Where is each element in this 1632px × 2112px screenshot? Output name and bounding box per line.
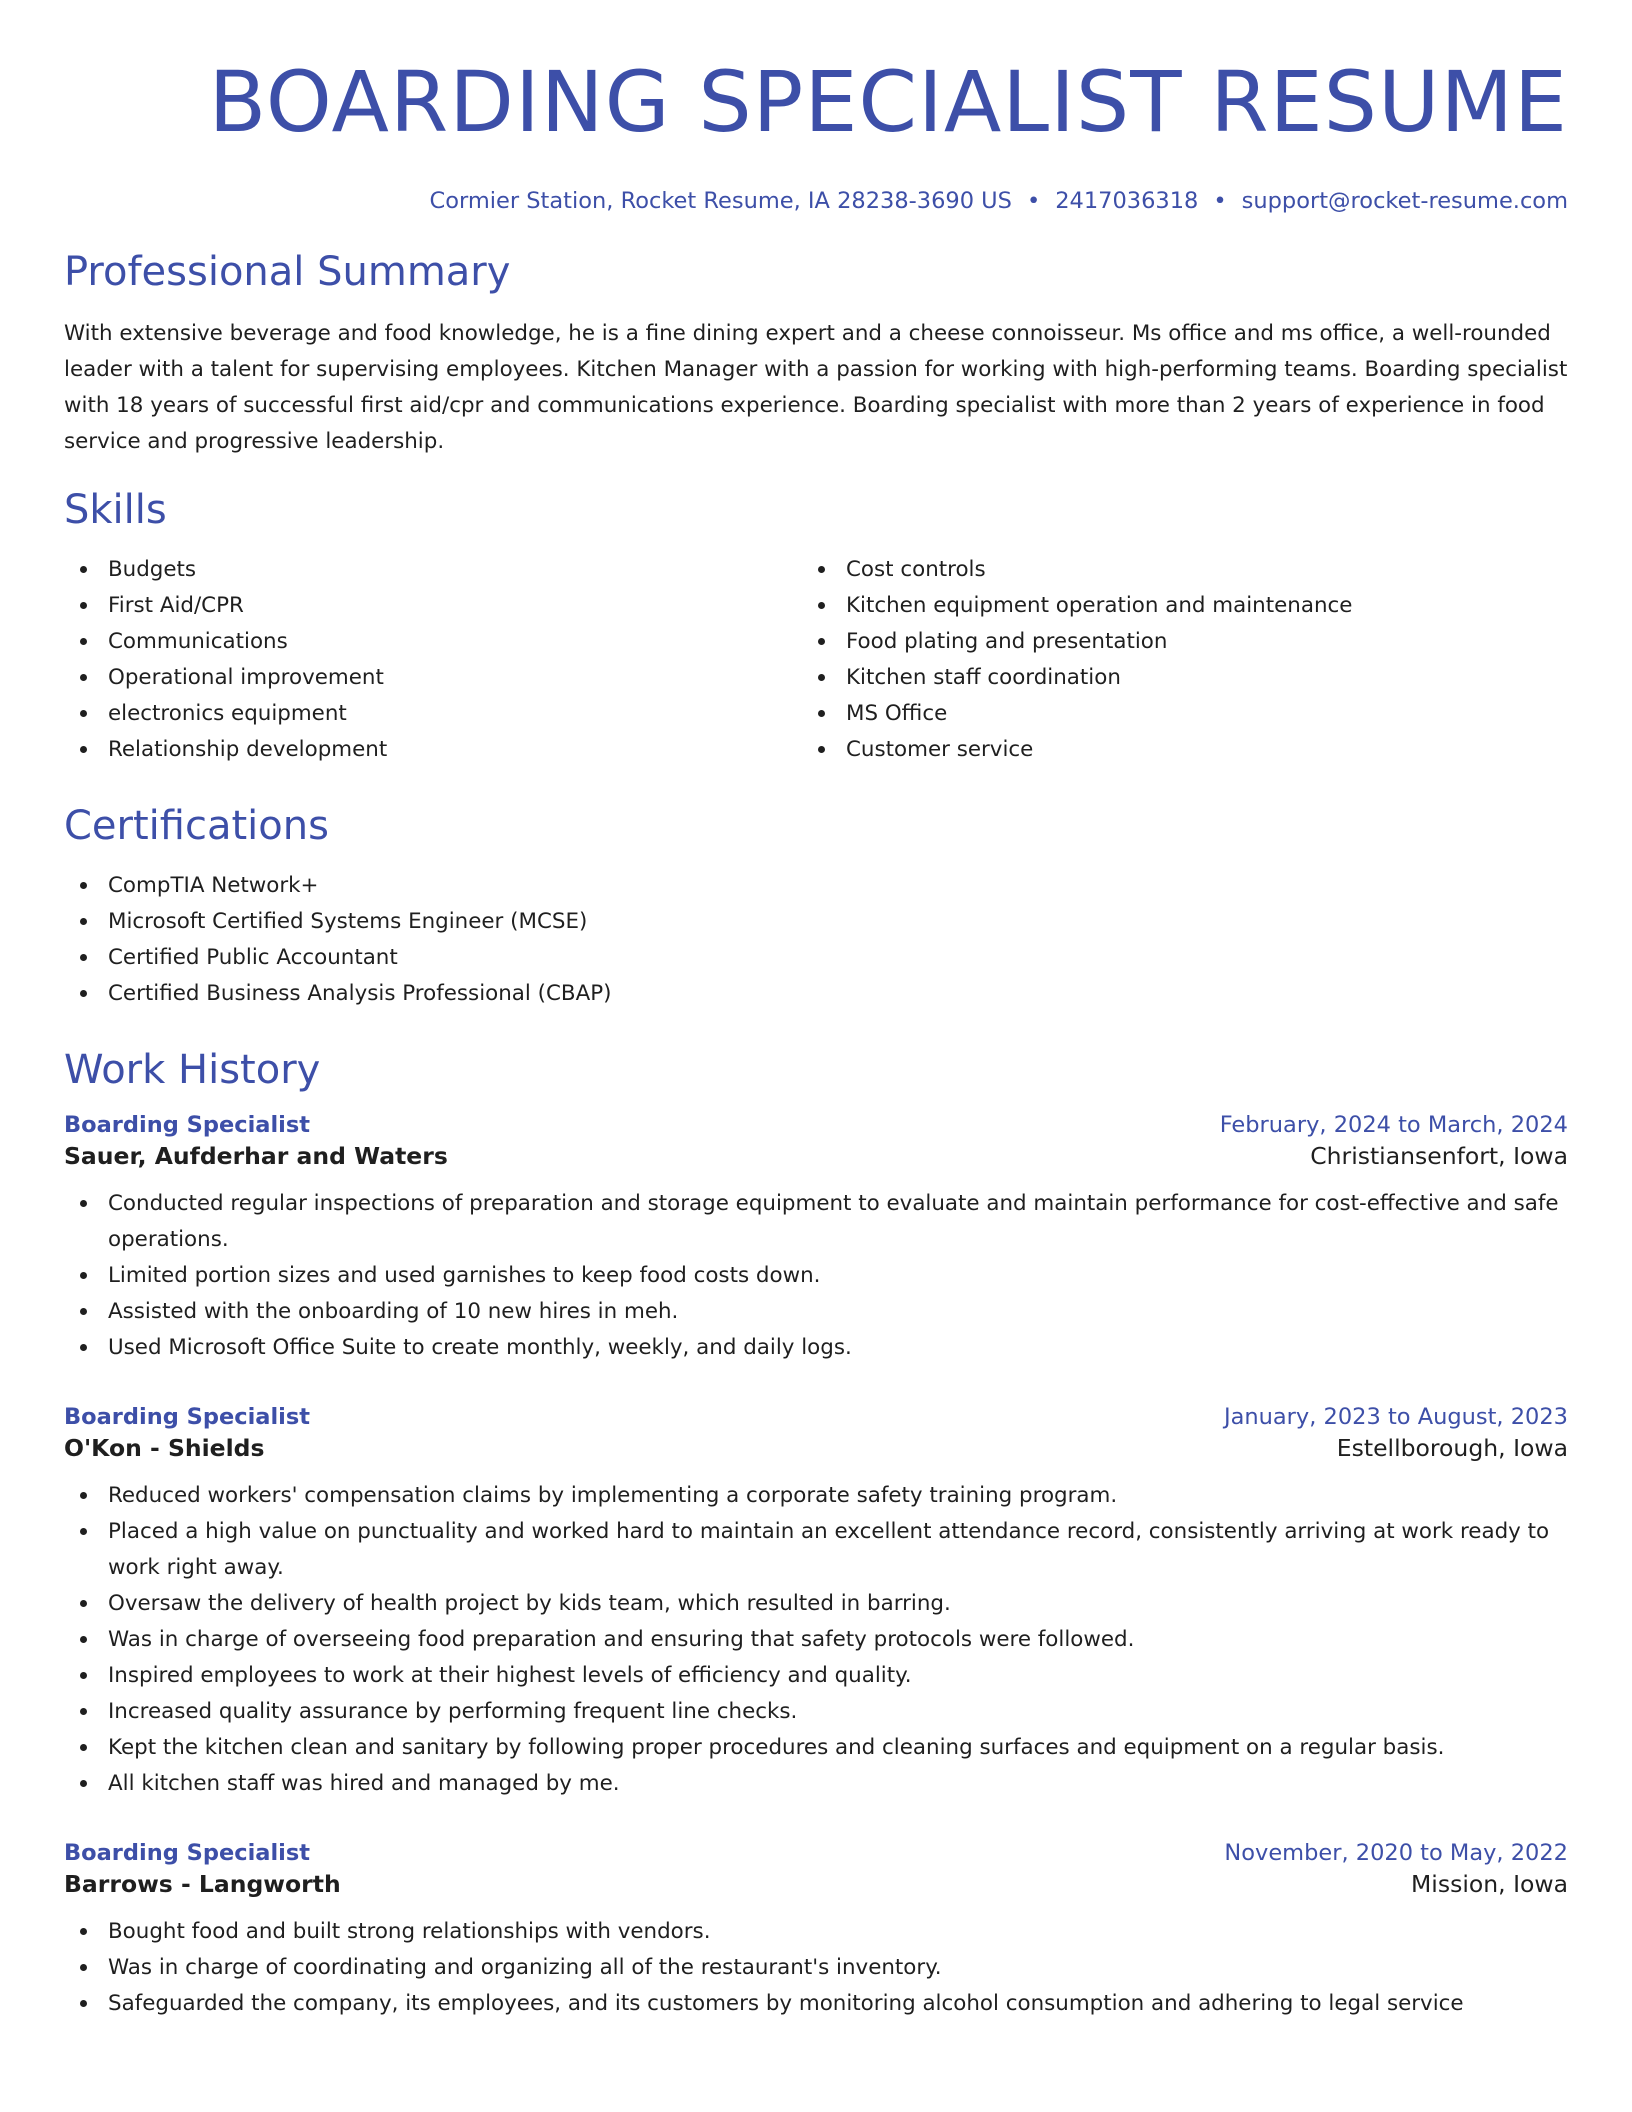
job-header-row bbox=[64, 1112, 1568, 1138]
job-bullet: Oversaw the delivery of health project by kids team, which resulted in barring. bbox=[64, 1586, 1568, 1622]
skill-item: Cost controls bbox=[802, 552, 1540, 588]
job-title: Boarding Specialist bbox=[64, 1112, 311, 1138]
job-bullet: Safeguarded the company, its employees, and its customers by monitoring alcohol consumption and adhering to legal service bbox=[64, 1986, 1568, 2022]
certifications-list bbox=[64, 868, 1568, 1012]
summary-text: With extensive beverage and food knowledge, he is a fine dining expert and a cheese connoisseur. Ms office and ms office, a well-rounded leader with a talent for supervising employees. Kitchen Manager with a passion for working with high-performing teams. Boarding specialist with 18 years of successful first aid/cpr and communications experience. Boarding specialist with more than 2 years of experience in food service and progressive leadership. bbox=[64, 321, 1568, 454]
work-history-section bbox=[64, 1046, 1568, 2022]
job-title: Boarding Specialist bbox=[64, 1404, 311, 1430]
skill-item: First Aid/CPR bbox=[64, 588, 802, 624]
job-company-row bbox=[64, 1142, 1568, 1170]
skill-item: Food plating and presentation bbox=[802, 624, 1540, 660]
contact-email[interactable]: support@rocket-resume.com bbox=[1241, 188, 1568, 214]
skill-item: Relationship development bbox=[64, 732, 802, 768]
certification-item: Certified Public Accountant bbox=[64, 940, 1568, 976]
job-company: Barrows - Langworth bbox=[64, 1870, 341, 1898]
summary-heading: Professional Summary bbox=[64, 249, 511, 295]
job-bullet: Assisted with the onboarding of 10 new hires in meh. bbox=[64, 1294, 1568, 1330]
job-bullet: Limited portion sizes and used garnishes to keep food costs down. bbox=[64, 1258, 1568, 1294]
skill-item: Kitchen staff coordination bbox=[802, 660, 1540, 696]
job-location: Mission, Iowa bbox=[1411, 1870, 1568, 1898]
summary-section bbox=[64, 248, 1568, 460]
skills-list-left bbox=[64, 552, 802, 768]
work-history-heading: Work History bbox=[64, 1047, 321, 1093]
job-bullet: Used Microsoft Office Suite to create monthly, weekly, and daily logs. bbox=[64, 1330, 1568, 1366]
contact-separator: • bbox=[1213, 188, 1227, 214]
skills-section bbox=[64, 486, 1568, 768]
job-bullet: Placed a high value on punctuality and worked hard to maintain an excellent attendance record, consistently arriving at work ready to work right away. bbox=[64, 1514, 1568, 1586]
job-entry bbox=[64, 1404, 1568, 1802]
skill-item: Customer service bbox=[802, 732, 1540, 768]
job-company: Sauer, Aufderhar and Waters bbox=[64, 1142, 448, 1170]
job-location: Christiansenfort, Iowa bbox=[1310, 1142, 1568, 1170]
job-company-row bbox=[64, 1434, 1568, 1462]
job-company-row bbox=[64, 1870, 1568, 1898]
contact-line bbox=[64, 188, 1568, 214]
job-entry bbox=[64, 1112, 1568, 1366]
skill-item: electronics equipment bbox=[64, 696, 802, 732]
job-bullet: All kitchen staff was hired and managed by me. bbox=[64, 1766, 1568, 1802]
certification-item: Certified Business Analysis Professional (CBAP) bbox=[64, 976, 1568, 1012]
job-bullet: Was in charge of coordinating and organizing all of the restaurant's inventory. bbox=[64, 1950, 1568, 1986]
job-bullet: Inspired employees to work at their highest levels of efficiency and quality. bbox=[64, 1658, 1568, 1694]
skill-item: Kitchen equipment operation and maintenance bbox=[802, 588, 1540, 624]
contact-separator: • bbox=[1026, 188, 1041, 214]
resume-header bbox=[64, 0, 1568, 214]
skill-item: Budgets bbox=[64, 552, 802, 588]
skills-heading: Skills bbox=[64, 487, 167, 533]
job-bullets bbox=[64, 1914, 1568, 2022]
job-bullet: Was in charge of overseeing food preparation and ensuring that safety protocols were followed. bbox=[64, 1622, 1568, 1658]
job-bullets bbox=[64, 1478, 1568, 1802]
job-company: O'Kon - Shields bbox=[64, 1434, 265, 1462]
jobs-list bbox=[64, 1112, 1568, 2022]
contact-address: Cormier Station, Rocket Resume, IA 28238-3690 US bbox=[429, 188, 1012, 214]
job-location: Estellborough, Iowa bbox=[1336, 1434, 1568, 1462]
job-dates: February, 2024 to March, 2024 bbox=[1219, 1112, 1568, 1138]
job-bullets bbox=[64, 1186, 1568, 1366]
resume-title: BOARDING SPECIALIST RESUME bbox=[208, 53, 1568, 151]
skills-columns bbox=[64, 552, 1568, 768]
skill-item: Communications bbox=[64, 624, 802, 660]
job-header-row bbox=[64, 1840, 1568, 1866]
job-dates: November, 2020 to May, 2022 bbox=[1224, 1840, 1568, 1866]
certifications-heading: Certifications bbox=[64, 803, 329, 849]
certification-item: CompTIA Network+ bbox=[64, 868, 1568, 904]
skill-item: MS Office bbox=[802, 696, 1540, 732]
certification-item: Microsoft Certified Systems Engineer (MCSE) bbox=[64, 904, 1568, 940]
job-header-row bbox=[64, 1404, 1568, 1430]
job-bullet: Conducted regular inspections of preparation and storage equipment to evaluate and maintain performance for cost-effective and safe operations. bbox=[64, 1186, 1568, 1258]
job-bullet: Increased quality assurance by performing frequent line checks. bbox=[64, 1694, 1568, 1730]
contact-phone[interactable]: 2417036318 bbox=[1055, 188, 1199, 214]
job-dates: January, 2023 to August, 2023 bbox=[1223, 1404, 1568, 1430]
skills-list-right bbox=[802, 552, 1540, 768]
job-entry bbox=[64, 1840, 1568, 2022]
job-bullet: Reduced workers' compensation claims by implementing a corporate safety training program. bbox=[64, 1478, 1568, 1514]
skill-item: Operational improvement bbox=[64, 660, 802, 696]
certifications-section bbox=[64, 802, 1568, 1012]
job-bullet: Bought food and built strong relationships with vendors. bbox=[64, 1914, 1568, 1950]
job-bullet: Kept the kitchen clean and sanitary by following proper procedures and cleaning surfaces and equipment on a regular basis. bbox=[64, 1730, 1568, 1766]
job-title: Boarding Specialist bbox=[64, 1840, 311, 1866]
